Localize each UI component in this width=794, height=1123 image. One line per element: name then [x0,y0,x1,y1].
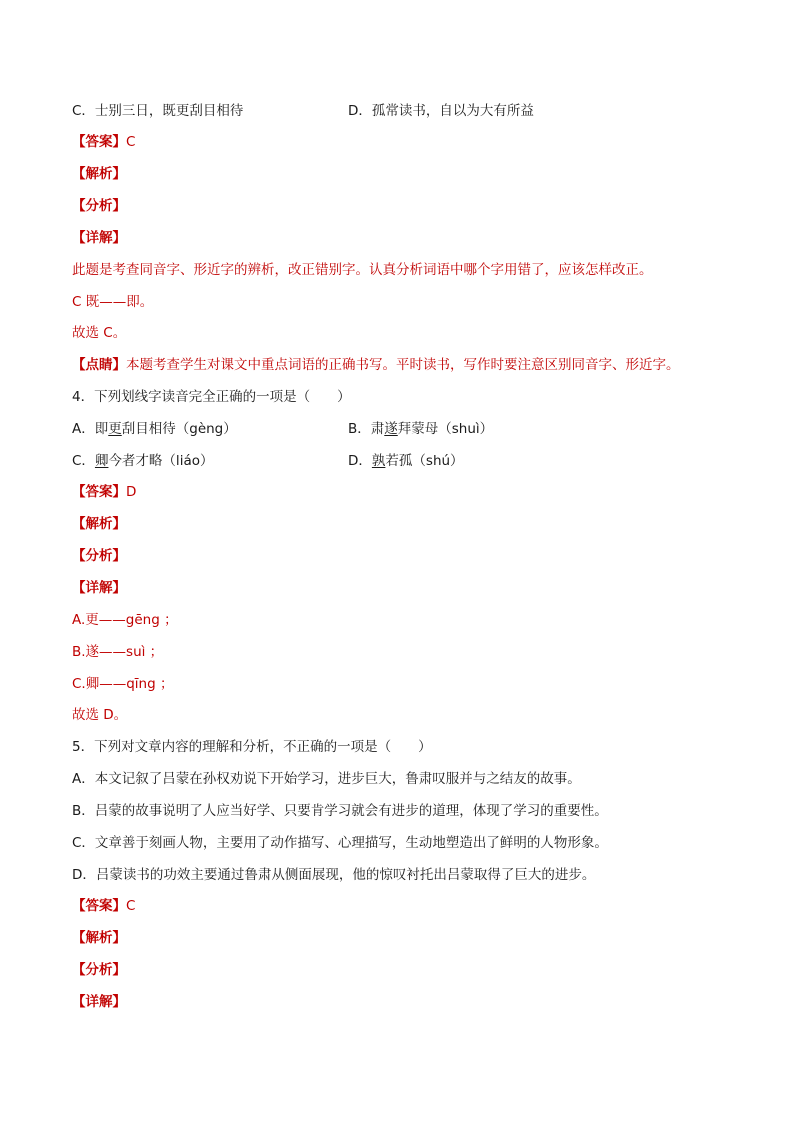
q4-option-a [72,421,237,437]
q3-correction: C 既——即。 [72,294,154,310]
answer-value: C [126,134,136,150]
q4-option-d [348,451,464,471]
q3-point [72,355,680,375]
underlined-char: 卿 [94,453,109,469]
q3-fenxi-label: 【分析】 [72,198,126,214]
answer-label: 【答案】 [72,134,126,150]
q5-analysis-label: 【解析】 [72,930,126,946]
q5-detail-label: 【详解】 [72,994,126,1010]
q3-option-c: C．士别三日，既更刮目相待 [72,103,244,119]
q3-options-row [72,101,534,121]
option-rest: 若孤（shú） [385,453,464,469]
q4-analysis-label: 【解析】 [72,516,126,532]
q5-answer [72,896,135,916]
q4-detail-label: 【详解】 [72,580,126,596]
q5-stem: 5．下列对文章内容的理解和分析，不正确的一项是（ ） [72,739,432,755]
point-text: 本题考查学生对课文中重点词语的正确书写。平时读书，写作时要注意区别同音字、形近字。 [126,357,680,373]
point-label: 【点睛】 [72,357,126,373]
answer-value: D [126,484,137,500]
q5-option-b: B．吕蒙的故事说明了人应当好学、只要肯学习就会有进步的道理，体现了学习的重要性。 [72,803,608,819]
option-prefix: B．肃 [348,421,385,437]
q3-answer [72,132,135,152]
option-rest: 刮目相待（gèng） [121,421,237,437]
q5-option-d: D．吕蒙读书的功效主要通过鲁肃从侧面展现，他的惊叹衬托出吕蒙取得了巨大的进步。 [72,867,596,883]
q4-answer [72,482,136,502]
q4-fenxi-label: 【分析】 [72,548,126,564]
q5-option-c: C．文章善于刻画人物，主要用了动作描写、心理描写，生动地塑造出了鲜明的人物形象。 [72,835,608,851]
option-rest: 今者才略（liáo） [108,453,214,469]
q4-option-b [348,419,493,439]
q3-analysis-label: 【解析】 [72,166,126,182]
q4-detail-a: A.更——gēng ； [72,612,178,628]
q3-detail-text: 此题是考查同音字、形近字的辨析，改正错别字。认真分析词语中哪个字用错了，应该怎样改正。 [72,262,653,278]
answer-label: 【答案】 [72,898,126,914]
q5-option-a: A．本文记叙了吕蒙在孙权劝说下开始学习，进步巨大，鲁肃叹服并与之结友的故事。 [72,771,581,787]
q3-detail-label: 【详解】 [72,230,126,246]
q3-option-d: D．孤常读书，自以为大有所益 [348,103,534,119]
q4-options-row-2 [72,451,464,471]
option-prefix: D． [348,453,372,469]
q4-stem: 4．下列划线字读音完全正确的一项是（ ） [72,389,351,405]
underlined-char: 孰 [371,453,386,469]
q4-option-c [72,453,213,469]
option-prefix: A．即 [72,421,109,437]
q4-options-row-1 [72,419,494,439]
option-rest: 拜蒙母（shuì） [397,421,494,437]
q3-conclusion: 故选 C。 [72,325,127,341]
q4-conclusion: 故选 D。 [72,707,128,723]
q4-detail-c: C.卿——qīng ； [72,676,174,692]
underlined-char: 更 [108,421,122,437]
underlined-char: 遂 [384,421,398,437]
q5-fenxi-label: 【分析】 [72,962,126,978]
answer-label: 【答案】 [72,484,126,500]
answer-value: C [126,898,136,914]
option-prefix: C． [72,453,95,469]
q4-detail-b: B.遂——suì ； [72,644,164,660]
